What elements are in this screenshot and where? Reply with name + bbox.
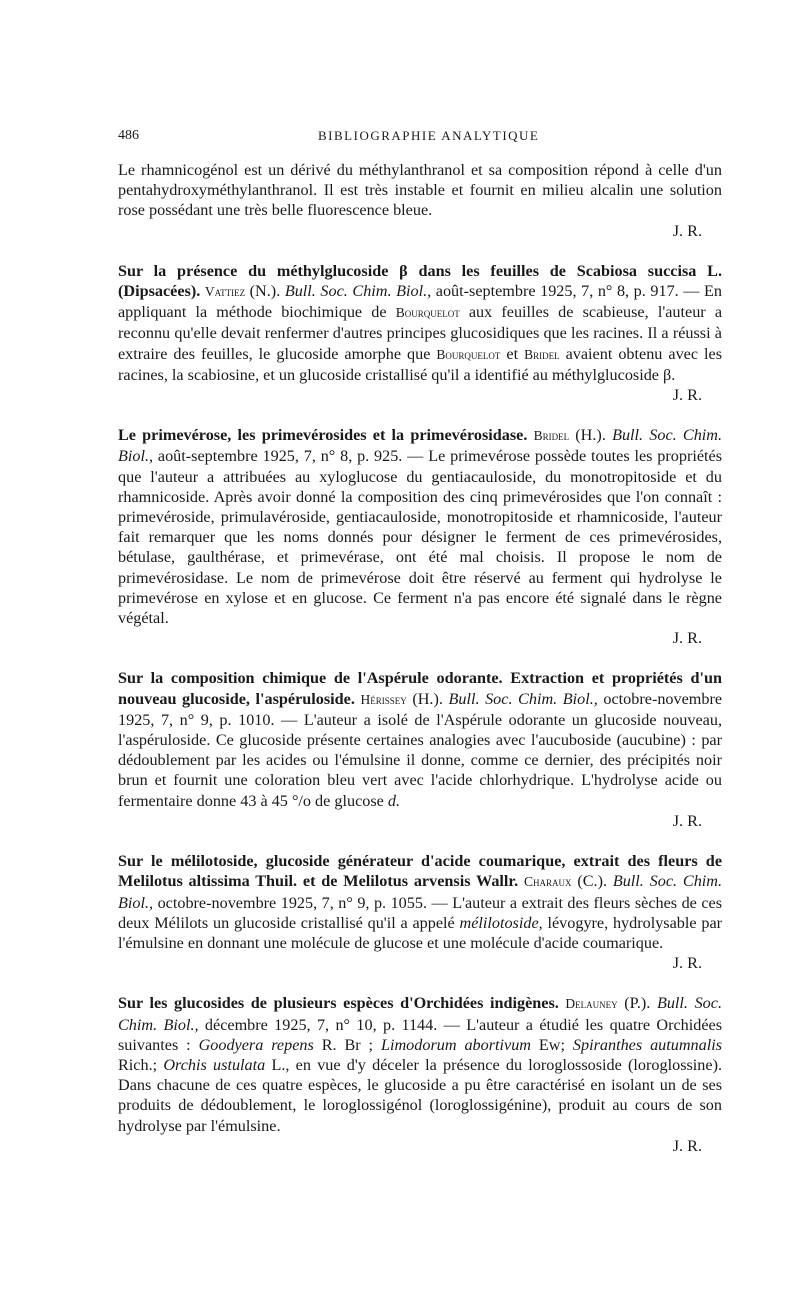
running-title: BIBLIOGRAPHIE ANALYTIQUE (318, 128, 540, 143)
article-summary: Rich.; (118, 1055, 158, 1074)
article-text (118, 851, 722, 953)
article-author: Delauney (565, 996, 618, 1012)
species-name: Goodyera repens (198, 1035, 314, 1054)
cited-name: Bridel (524, 346, 560, 362)
article-title: Sur la présence du méthylglucoside β dans les feuilles de Scabiosa succisa L. (Dipsacées). (118, 261, 722, 301)
article-text (118, 668, 722, 810)
article-journal: Bull. Soc. Chim. Biol., (118, 426, 723, 466)
cited-name: Bourquelot (395, 305, 460, 321)
intro-paragraph (118, 160, 722, 241)
article-entry (118, 851, 722, 973)
article-author-initial: (P.). (624, 994, 651, 1013)
article-author: Vattiez (204, 284, 246, 300)
article-signature: J. R. (672, 386, 702, 405)
article-title: Sur la composition chimique de l'Aspérule odorante. Extraction et propriétés d'un nouveau glucoside, l'aspéruloside. (118, 669, 722, 708)
article-entry (118, 261, 722, 405)
article-summary: lévogyre, hydrolysable par l'émulsine en donnant une molécule de glucose et une molécule d'acide coumarique. (118, 913, 723, 952)
article-summary: R. Br ; (321, 1035, 374, 1054)
article-summary: En appliquant la méthode biochimique de (118, 282, 723, 322)
article-summary: L'auteur a étudié les quatre Orchidées suivantes : (118, 1015, 723, 1054)
article-author-initial: (H.). (575, 426, 606, 445)
page-header (118, 128, 722, 148)
article-entry (118, 993, 722, 1156)
article-summary: L'auteur a extrait des fleurs sèches de ces deux Mélilots un glucoside cristallisé qu'il a appelé (118, 893, 723, 932)
article-summary: et (506, 344, 519, 363)
article-citation: août-septembre 1925, 7, n° 8, p. 917. — (435, 282, 700, 301)
article-author-initial: (C.). (577, 872, 607, 891)
article-text (118, 261, 722, 385)
article-author-initial: (N.). (249, 282, 281, 301)
article-title: Le primevérose, les primevérosides et la primevérosidase. (118, 426, 528, 445)
article-signature: J. R. (672, 811, 702, 830)
page-body (118, 160, 722, 1156)
article-journal: Bull. Soc. Chim. Biol., (448, 689, 598, 708)
intro-signature: J. R. (672, 221, 702, 240)
species-name: Limodorum abortivum (380, 1035, 531, 1054)
intro-text: Le rhamnicogénol est un dérivé du méthylanthranol et sa composition répond à celle d'un pentahydroxyméthylanthranol. Il est très instable et fournit en milieu alcalin une solution rose possédant une très belle fluorescence bleue. (118, 161, 722, 220)
article-text (118, 993, 722, 1135)
article-summary: Le primevérose possède toutes les propriétés que l'auteur a attribuées au xyloglucose du gentiacauloside, du monotropitoside et du rhamnicoside. Après avoir donné la composition des cinq primevérosides que l'on connaît : primevéroside, primulavéroside, gentiacauloside, monotropitoside et rhamnicoside, l'auteur fait remarquer que les noms donnés pour désigner le ferment de ces primevérosides, bétulase, gaulthérase, et primevérase, ont été mal choisis. Il propose le nom de primevérosidase. Le nom de primevérose doit être réservé au ferment qui hydrolyse le primevérose en xylose et en glucose. Ce ferment n'a pas encore été signalé dans le règne végétal. (118, 447, 723, 628)
article-citation: décembre 1925, 7, n° 10, p. 1144. — (204, 1015, 460, 1034)
species-name: Orchis ustulata (163, 1055, 266, 1074)
article-journal: Bull. Soc. Chim. Biol., (118, 994, 722, 1034)
article-summary: L., en vue d'y déceler la présence du loroglossoside (loroglossine). Dans chacune de ces quatre espèces, le glucoside a pu être caractérisé en isolant un de ses produits de dédoublement, le loroglossigénol (loroglossigénine), produit au cours de son hydrolyse par l'émulsine. (118, 1055, 723, 1135)
article-title: Sur le mélilotoside, glucoside générateur d'acide coumarique, extrait des fleurs de Melilotus altissima Thuil. et de Melilotus arvensis Wallr. (118, 852, 722, 891)
article-signature: J. R. (672, 954, 702, 973)
article-journal: Bull. Soc. Chim. Biol., (284, 282, 432, 301)
article-author: Hérissey (360, 691, 407, 707)
article-citation: août-septembre 1925, 7, n° 8, p. 925. — (157, 447, 424, 466)
article-entry (118, 425, 722, 648)
article-signature: J. R. (672, 629, 702, 648)
article-journal: Bull. Soc. Chim. Biol., (118, 872, 723, 912)
article-author: Bridel (533, 428, 570, 444)
article-italic-word: mélilotoside, (459, 913, 543, 932)
article-text (118, 425, 722, 628)
article-italic-end: d. (387, 791, 401, 810)
page-number: 486 (118, 128, 139, 143)
article-summary: aux feuilles de scabieuse, l'auteur a reconnu qu'elle devait renfermer d'autres principes glucosidiques que les racines. Il a réussi à extraire des feuilles, le glucoside amorphe que (118, 303, 723, 363)
species-name: Spiranthes autumnalis (572, 1035, 723, 1054)
article-signature: J. R. (672, 1136, 702, 1155)
article-entry (118, 668, 722, 831)
cited-name: Bourquelot (436, 346, 501, 362)
article-summary: Ew; (538, 1035, 565, 1054)
article-citation: octobre-novembre 1925, 7, n° 9, p. 1010. — (118, 689, 723, 729)
article-author: Charaux (523, 874, 572, 890)
article-citation: octobre-novembre 1925, 7, n° 9, p. 1055. — (157, 893, 448, 912)
article-title: Sur les glucosides de plusieurs espèces d'Orchidées indigènes. (118, 994, 559, 1013)
article-author-initial: (H.). (412, 689, 443, 708)
article-summary: avaient obtenu avec les racines, la scabiosine, et un glucoside cristallisé qu'il a identifié au méthylglucoside β. (118, 344, 723, 384)
article-summary: L'auteur a isolé de l'Aspérule odorante un glucoside nouveau, l'aspéruloside. Ce glucoside présente certaines analogies avec l'aucuboside (aucubine) : par dédoublement par les acides ou l'émulsine il donne, comme ce dernier, des précipités noir brun et fournit une coloration bleu vert avec l'acide chlorhydrique. L'hydrolyse acide ou fermentaire donne 43 à 45 °/o de glucose (118, 710, 722, 810)
